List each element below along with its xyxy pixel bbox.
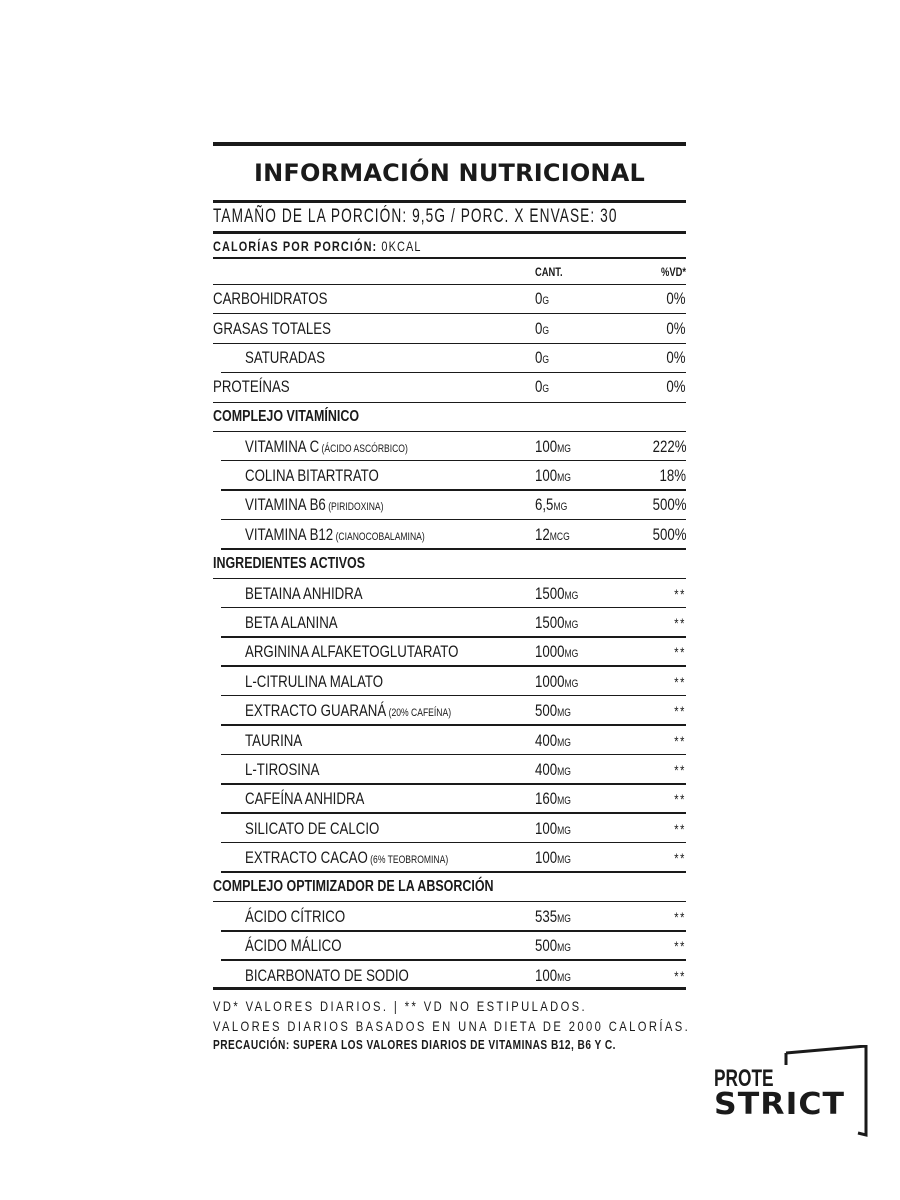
nutrient-unit: MG xyxy=(557,765,571,778)
nutrient-amount: 100MG xyxy=(535,818,571,838)
nutrient-unit: MG xyxy=(564,648,579,661)
nutrient-name: EXTRACTO GUARANÁ (20% CAFEÍNA) xyxy=(245,701,452,721)
nutrient-name: COLINA BITARTRATO xyxy=(245,466,379,486)
nutrient-row xyxy=(213,814,686,843)
footer-line-2: VALORES DIARIOS BASADOS EN UNA DIETA DE 2000 CALORÍAS. xyxy=(213,1018,691,1035)
nutrient-name: BETAINA ANHIDRA xyxy=(245,583,363,603)
nutrient-vd: ** xyxy=(674,614,686,631)
nutrient-name: CARBOHIDRATOS xyxy=(213,289,328,309)
calories-label: CALORÍAS POR PORCIÓN: xyxy=(213,237,378,254)
nutrient-row xyxy=(213,961,686,990)
logo-strict: STRICT xyxy=(714,1087,846,1122)
nutrient-unit: G xyxy=(542,383,550,396)
nutrient-name: GRASAS TOTALES xyxy=(213,318,331,338)
nutrient-name: ÁCIDO CÍTRICO xyxy=(245,906,346,926)
nutrient-amount: 0G xyxy=(535,377,550,397)
nutrient-unit: MG xyxy=(557,795,571,808)
nutrient-name: VITAMINA B12 (CIANOCOBALAMINA) xyxy=(245,524,425,544)
section-absorption-title: COMPLEJO OPTIMIZADOR DE LA ABSORCIÓN xyxy=(213,878,494,895)
nutrient-unit: G xyxy=(542,295,550,308)
nutrient-vd: 222% xyxy=(652,436,686,456)
footer-notes xyxy=(213,996,691,1054)
nutrient-vd: 18% xyxy=(659,466,686,486)
nutrient-row xyxy=(213,432,686,461)
nutrient-detail: (CIANOCOBALAMINA) xyxy=(333,530,425,543)
nutrient-name: VITAMINA B6 (PIRIDOXINA) xyxy=(245,495,384,515)
nutrient-unit: MCG xyxy=(549,530,570,543)
nutrient-vd: ** xyxy=(674,791,686,808)
nutrient-name: BETA ALANINA xyxy=(245,612,338,632)
nutrient-amount: 100MG xyxy=(535,848,571,868)
serving-text: TAMAÑO DE LA PORCIÓN: 9,5G / PORC. X ENVASE: 30 xyxy=(213,206,618,227)
label-title: INFORMACIÓN NUTRICIONAL xyxy=(254,159,645,187)
nutrient-unit: MG xyxy=(564,618,579,631)
nutrient-row xyxy=(213,843,686,872)
nutrient-unit: MG xyxy=(557,912,571,925)
nutrient-unit: MG xyxy=(564,677,579,690)
nutrient-vd: ** xyxy=(674,820,686,837)
nutrient-amount: 500MG xyxy=(535,701,571,721)
basic-nutrients xyxy=(213,285,686,403)
nutrient-unit: MG xyxy=(564,589,579,602)
nutrient-row xyxy=(213,491,686,520)
nutrition-label xyxy=(213,142,691,1054)
nutrient-name: EXTRACTO CACAO (6% TEOBROMINA) xyxy=(245,848,449,868)
nutrient-vd: ** xyxy=(674,908,686,925)
nutrient-unit: MG xyxy=(557,824,571,837)
section-vitamins-title: COMPLEJO VITAMÍNICO xyxy=(213,407,360,425)
nutrient-vd: ** xyxy=(674,644,686,661)
nutrient-row xyxy=(213,755,686,784)
section-active-title: INGREDIENTES ACTIVOS xyxy=(213,554,366,572)
nutrient-vd: ** xyxy=(674,850,686,867)
nutrient-amount: 400MG xyxy=(535,730,571,750)
nutrient-amount: 160MG xyxy=(535,789,571,809)
nutrient-vd: ** xyxy=(674,967,686,984)
nutrient-amount: 1000MG xyxy=(535,642,579,662)
nutrient-name: TAURINA xyxy=(245,730,303,750)
nutrient-name: SILICATO DE CALCIO xyxy=(245,818,380,838)
nutrient-vd: ** xyxy=(674,938,686,955)
nutrient-unit: MG xyxy=(553,501,568,514)
nutrient-name: CAFEÍNA ANHIDRA xyxy=(245,789,365,809)
nutrient-name: L-CITRULINA MALATO xyxy=(245,671,384,691)
nutrient-name: PROTEÍNAS xyxy=(213,377,290,397)
nutrient-name: BICARBONATO DE SODIO xyxy=(245,965,409,985)
section-active xyxy=(213,550,686,579)
column-vd-header: %VD* xyxy=(661,264,686,279)
nutrient-amount: 0G xyxy=(535,318,550,338)
nutrient-detail: (6% TEOBROMINA) xyxy=(367,854,449,867)
serving-size xyxy=(213,203,686,231)
nutrient-amount: 12MCG xyxy=(535,524,570,544)
calories-text xyxy=(213,238,421,254)
nutrient-amount: 400MG xyxy=(535,759,571,779)
active-ingredient-list xyxy=(213,579,686,873)
calories-value: 0KCAL xyxy=(381,237,422,254)
nutrient-row xyxy=(213,314,686,343)
brand-logo xyxy=(712,1045,872,1137)
column-header-row xyxy=(213,259,686,285)
nutrient-amount: 100MG xyxy=(535,466,571,486)
nutrient-name: L-TIROSINA xyxy=(245,759,320,779)
nutrient-amount: 0G xyxy=(535,289,550,309)
nutrient-amount: 1500MG xyxy=(535,612,579,632)
nutrient-unit: MG xyxy=(557,942,571,955)
nutrient-amount: 1000MG xyxy=(535,671,579,691)
nutrient-detail: (PIRIDOXINA) xyxy=(325,501,384,514)
nutrient-unit: MG xyxy=(557,854,571,867)
footer-line-1: VD* VALORES DIARIOS. | ** VD NO ESTIPULADOS. xyxy=(213,998,588,1015)
vitamin-list xyxy=(213,432,686,550)
nutrient-vd: ** xyxy=(674,761,686,778)
logo-prote: PROTE xyxy=(714,1065,774,1092)
footer-caution: PRECAUCIÓN: SUPERA LOS VALORES DIARIOS DE VITAMINAS B12, B6 Y C. xyxy=(213,1037,616,1053)
nutrient-unit: MG xyxy=(557,736,571,749)
nutrient-amount: 100MG xyxy=(535,436,571,456)
nutrient-amount: 100MG xyxy=(535,965,571,985)
nutrient-vd: 500% xyxy=(652,495,686,515)
nutrient-unit: G xyxy=(542,324,550,337)
nutrient-name: VITAMINA C (ÁCIDO ASCÓRBICO) xyxy=(245,436,408,456)
nutrient-unit: MG xyxy=(557,707,571,720)
nutrient-row xyxy=(213,608,686,637)
nutrient-vd: ** xyxy=(674,703,686,720)
nutrient-vd: 0% xyxy=(666,377,686,397)
nutrient-amount: 500MG xyxy=(535,936,571,956)
nutrient-row xyxy=(213,785,686,814)
nutrient-amount: 1500MG xyxy=(535,583,579,603)
nutrient-vd: 0% xyxy=(666,348,686,368)
calories-row xyxy=(213,234,686,259)
nutrient-row xyxy=(213,638,686,667)
nutrient-vd: ** xyxy=(674,673,686,690)
section-absorption xyxy=(213,873,686,902)
nutrient-vd: 0% xyxy=(666,289,686,309)
section-vitamins xyxy=(213,403,686,432)
nutrient-row xyxy=(213,932,686,961)
nutrient-row xyxy=(213,344,686,373)
nutrient-detail: (ÁCIDO ASCÓRBICO) xyxy=(319,442,408,455)
nutrient-unit: G xyxy=(542,354,550,367)
nutrient-row xyxy=(213,579,686,608)
nutrient-row xyxy=(213,520,686,549)
nutrient-vd: ** xyxy=(674,732,686,749)
nutrient-row xyxy=(213,726,686,755)
absorption-list xyxy=(213,902,686,990)
column-amount-header: CANT. xyxy=(535,264,563,279)
nutrient-row xyxy=(213,902,686,931)
nutrient-unit: MG xyxy=(557,971,571,984)
nutrient-unit: MG xyxy=(557,472,571,485)
nutrient-row xyxy=(213,461,686,490)
nutrient-amount: 535MG xyxy=(535,906,571,926)
nutrient-row xyxy=(213,373,686,402)
nutrient-vd: ** xyxy=(674,585,686,602)
nutrient-row xyxy=(213,667,686,696)
nutrient-vd: 500% xyxy=(652,524,686,544)
nutrient-name: SATURADAS xyxy=(245,348,326,368)
nutrient-name: ÁCIDO MÁLICO xyxy=(245,936,342,956)
nutrient-row xyxy=(213,285,686,314)
nutrient-unit: MG xyxy=(557,442,571,455)
nutrient-row xyxy=(213,696,686,725)
nutrient-vd: 0% xyxy=(666,318,686,338)
nutrient-name: ARGININA ALFAKETOGLUTARATO xyxy=(245,642,459,662)
nutrient-detail: (20% CAFEÍNA) xyxy=(386,707,452,720)
nutrient-amount: 6,5MG xyxy=(535,495,568,515)
nutrient-amount: 0G xyxy=(535,348,550,368)
